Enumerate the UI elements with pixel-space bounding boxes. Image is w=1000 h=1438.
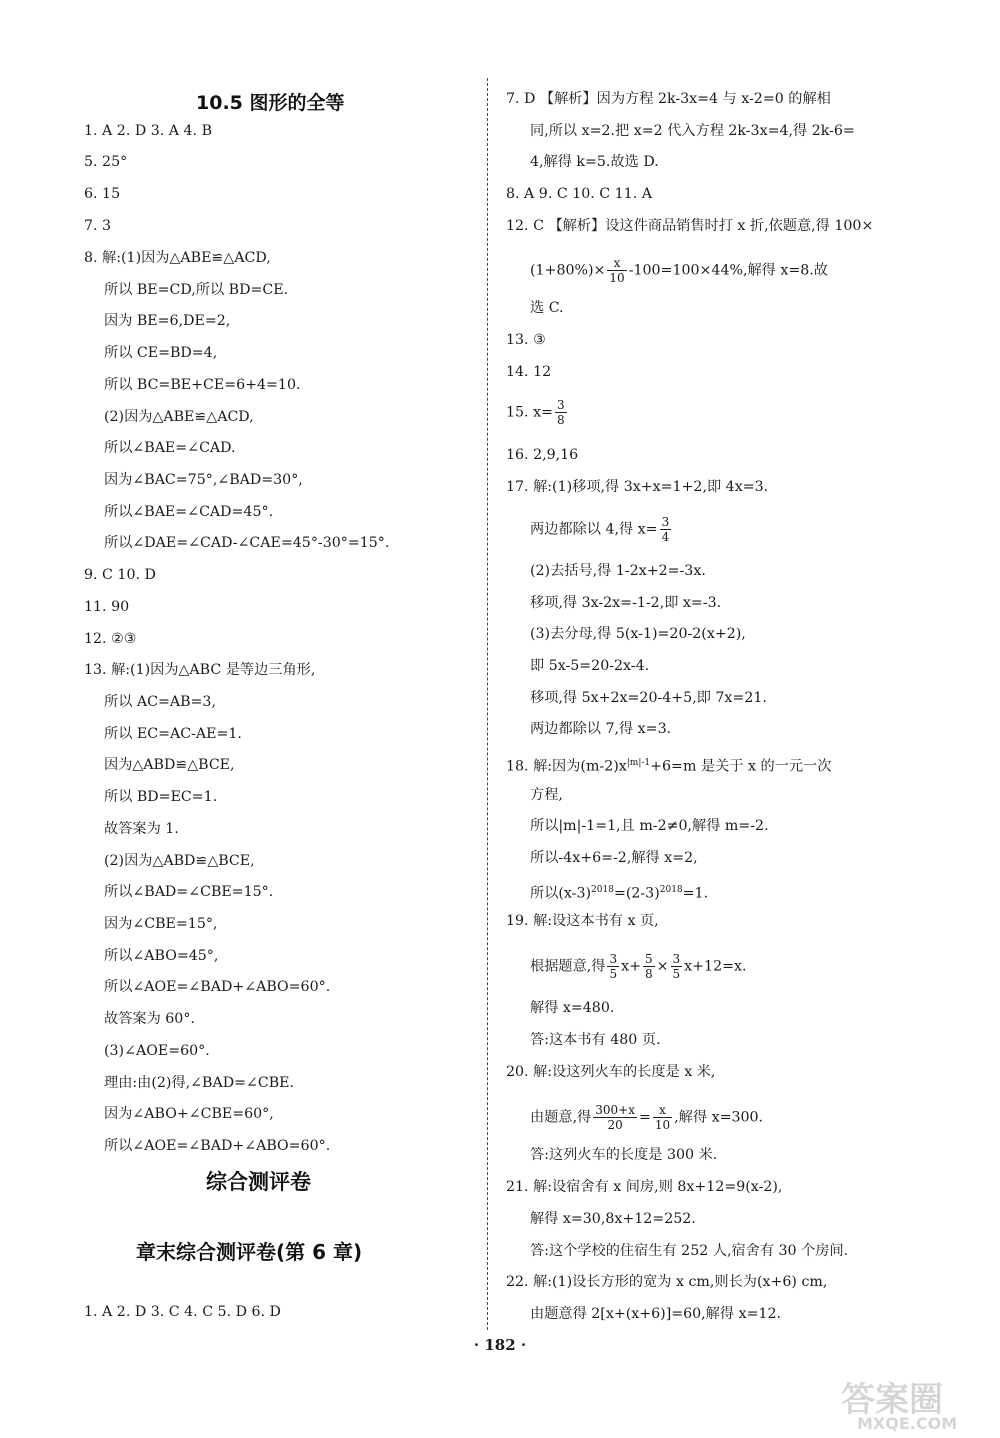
answer-line: (3)∠AOE=60°.: [104, 1043, 210, 1059]
answer-line: 8. A 9. C 10. C 11. A: [506, 186, 652, 202]
fraction: $\frac{3}{4}$: [661, 515, 670, 544]
answer-line: 所以∠AOE=∠BAD+∠ABO=60°.: [104, 979, 331, 995]
fraction: $\frac{300+x}{20}$: [595, 1103, 635, 1132]
answer-line: 因为△ABD≌△BCE,: [104, 757, 235, 773]
test-heading: 综合测评卷: [206, 1170, 311, 1194]
answer-line: 所以∠BAE=∠CAD=45°.: [104, 504, 274, 520]
answer-line: 1. A 2. D 3. A 4. B: [84, 123, 213, 139]
answer-line: 14. 12: [506, 364, 552, 380]
answer-line: 18. 解:因为$(m-2)x^{|m|-1}+6=m$ 是关于 x 的一元一次: [506, 758, 832, 775]
answer-line: 因为∠BAC=75°,∠BAD=30°,: [104, 472, 303, 488]
answer-line: 方程,: [530, 787, 563, 803]
fraction: $\frac{3}{5}$: [672, 952, 681, 981]
answer-line: 16. 2,9,16: [506, 447, 579, 463]
answer-line: 故答案为 1.: [104, 821, 179, 837]
column-divider: [487, 78, 488, 1330]
section-title: 10.5 图形的全等: [196, 92, 345, 114]
answer-line: 所以 BE=CD,所以 BD=CE.: [104, 282, 289, 298]
answer-line: 答:这列火车的长度是 300 米.: [530, 1147, 718, 1163]
answer-line: 由题意,得 $\frac{300+x}{20}$ = $\frac{x}{10}$ ,解得 x=300.: [530, 1103, 764, 1132]
answer-line: 13. ③: [506, 332, 546, 348]
answer-line: 解得 x=30,8x+12=252.: [530, 1211, 696, 1227]
answer-line: 理由:由(2)得,∠BAD=∠CBE.: [104, 1075, 294, 1091]
answer-line: 由题意得 2[x+(x+6)]=60,解得 x=12.: [530, 1306, 782, 1322]
answer-line: 所以-4x+6=-2,解得 x=2,: [530, 850, 698, 866]
answer-line: 所以∠DAE=∠CAD-∠CAE=45°-30°=15°.: [104, 535, 390, 551]
answer-line: 即 5x-5=20-2x-4.: [530, 658, 650, 674]
answer-line: (2)因为△ABD≌△BCE,: [104, 853, 255, 869]
answer-line: 所以∠BAD=∠CBE=15°.: [104, 884, 274, 900]
answer-line: 7. D 【解析】因为方程 2k-3x=4 与 x-2=0 的解相: [506, 91, 831, 107]
answer-line: 12. ②③: [84, 631, 137, 647]
answer-line: 根据题意,得 $\frac{3}{5}$ x+ $\frac{5}{8}$ × $\frac{3}{5}$ x+12=x.: [530, 952, 747, 981]
answer-line: 所以 BC=BE+CE=6+4=10.: [104, 377, 301, 393]
answer-line: 所以 BD=EC=1.: [104, 789, 218, 805]
answer-line: 故答案为 60°.: [104, 1011, 195, 1027]
answer-line: 所以 CE=BD=4,: [104, 345, 218, 361]
answer-line: 所以$(x-3)^{2018}=(2-3)^{2018}=1$.: [530, 885, 709, 902]
answer-line: 因为∠CBE=15°,: [104, 916, 218, 932]
answer-line: 移项,得 5x+2x=20-4+5,即 7x=21.: [530, 690, 767, 706]
answer-line: 7. 3: [84, 218, 112, 234]
answer-line: 选 C.: [530, 300, 564, 316]
fraction: $\frac{x}{10}$: [609, 256, 625, 285]
answer-line: 21. 解:设宿舍有 x 间房,则 8x+12=9(x-2),: [506, 1179, 783, 1195]
answer-line: 20. 解:设这列火车的长度是 x 米,: [506, 1064, 716, 1080]
answer-line: 6. 15: [84, 186, 121, 202]
fraction: $\frac{3}{5}$: [609, 952, 618, 981]
answer-line: 移项,得 3x-2x=-1-2,即 x=-3.: [530, 595, 722, 611]
answer-line: (3)去分母,得 5(x-1)=20-2(x+2),: [530, 626, 746, 642]
answer-line: 5. 25°: [84, 154, 128, 170]
watermark-logo: 答案圈 MXQE.COM: [841, 1380, 958, 1433]
chapter-heading: 章末综合测评卷(第 6 章): [136, 1240, 363, 1264]
answer-line: 两边都除以 4,得 x= $\frac{3}{4}$: [530, 515, 670, 544]
answer-line: 所以 AC=AB=3,: [104, 694, 216, 710]
answer-line: (2)因为△ABE≌△ACD,: [104, 409, 254, 425]
page-number: · 182 ·: [473, 1336, 527, 1354]
answer-line: 13. 解:(1)因为△ABC 是等边三角形,: [84, 662, 316, 678]
answer-line: 所以∠AOE=∠BAD+∠ABO=60°.: [104, 1138, 331, 1154]
answer-line: 4,解得 k=5.故选 D.: [530, 154, 659, 170]
answer-line: (1+80%)× $\frac{x}{10}$ -100=100×44%,解得 x=8.故: [530, 256, 828, 285]
answer-line: 1. A 2. D 3. C 4. C 5. D 6. D: [84, 1304, 281, 1320]
answer-line: 解得 x=480.: [530, 1000, 615, 1016]
fraction: $\frac{3}{8}$: [556, 398, 565, 427]
answer-line: 8. 解:(1)因为△ABE≌△ACD,: [84, 250, 271, 266]
answer-line: 所以 EC=AC-AE=1.: [104, 726, 242, 742]
answer-line: 22. 解:(1)设长方形的宽为 x cm,则长为(x+6) cm,: [506, 1274, 828, 1290]
answer-line: 两边都除以 7,得 x=3.: [530, 721, 672, 737]
fraction: $\frac{5}{8}$: [644, 952, 653, 981]
answer-line: (2)去括号,得 1-2x+2=-3x.: [530, 563, 706, 579]
answer-line: 因为 BE=6,DE=2,: [104, 313, 231, 329]
answer-line: 答:这个学校的住宿生有 252 人,宿舍有 30 个房间.: [530, 1243, 849, 1259]
answer-line: 9. C 10. D: [84, 567, 156, 583]
answer-line: 17. 解:(1)移项,得 3x+x=1+2,即 4x=3.: [506, 479, 769, 495]
answer-line: 所以∠BAE=∠CAD.: [104, 440, 236, 456]
answer-line: 同,所以 x=2.把 x=2 代入方程 2k-3x=4,得 2k-6=: [530, 123, 855, 139]
fraction: $\frac{x}{10}$: [654, 1103, 671, 1132]
answer-line: 11. 90: [84, 599, 130, 615]
answer-line: 因为∠ABO+∠CBE=60°,: [104, 1106, 274, 1122]
answer-line: 19. 解:设这本书有 x 页,: [506, 913, 659, 929]
answer-line: 所以|m|-1=1,且 m-2≠0,解得 m=-2.: [530, 818, 769, 834]
answer-line: 答:这本书有 480 页.: [530, 1032, 661, 1048]
answer-line: 12. C 【解析】设这件商品销售时打 x 折,依题意,得 100×: [506, 218, 874, 234]
answer-line: 所以∠ABO=45°,: [104, 948, 219, 964]
answer-line: 15. x= $\frac{3}{8}$: [506, 398, 565, 427]
